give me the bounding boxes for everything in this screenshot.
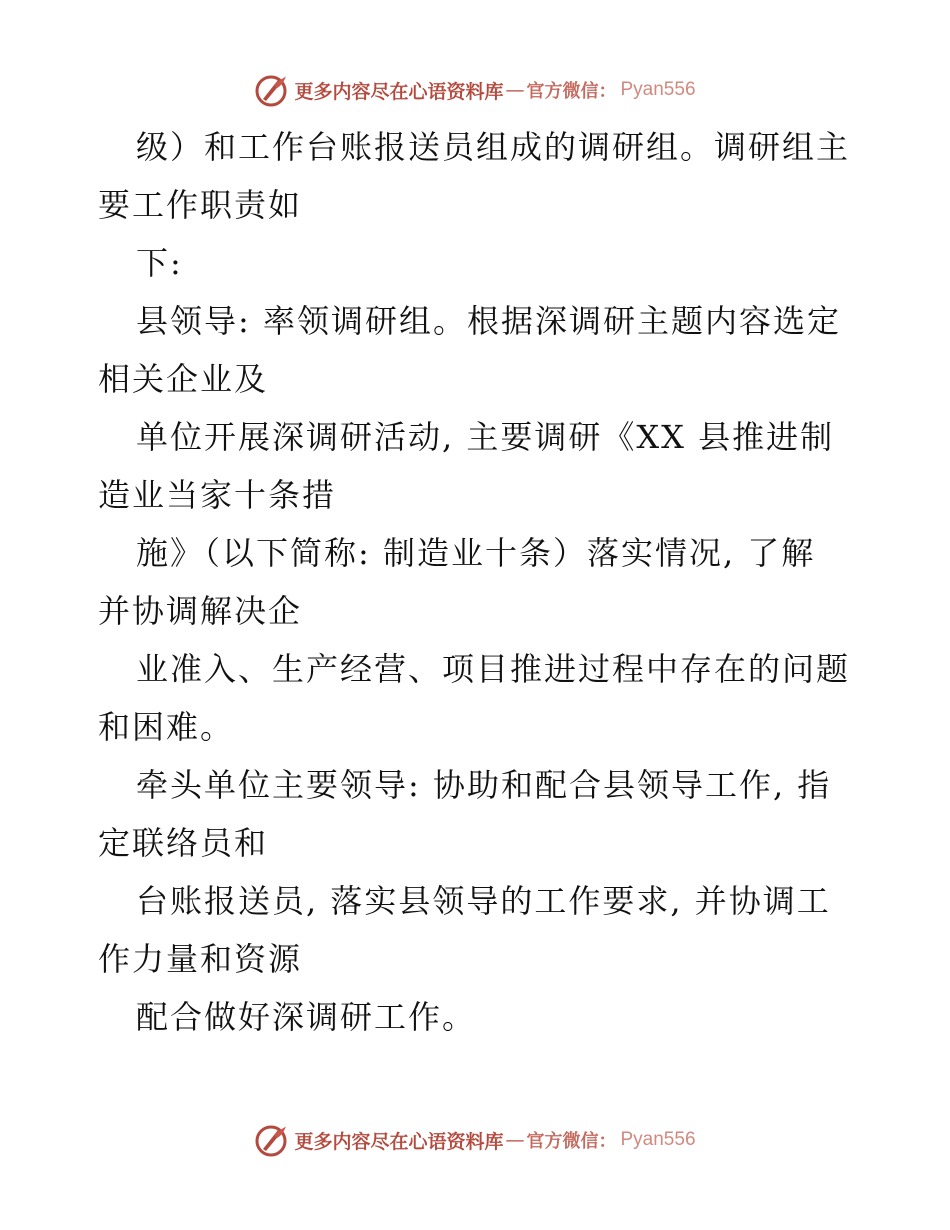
watermark-text: 更多内容尽在心语资料库: [294, 1130, 504, 1153]
watermark-official-label: 官方微信：: [526, 81, 617, 102]
text-line: 定联络员和: [98, 824, 269, 862]
text-line: 单位开展深调研活动, 主要调研《XX 县推进制: [136, 418, 835, 456]
text-line: 施》（以下简称: 制造业十条）落实情况, 了解: [136, 534, 816, 572]
quill-logo-icon: [254, 73, 288, 107]
watermark-text: 更多内容尽在心语资料库: [294, 80, 504, 103]
text-line: 级）和工作台账报送员组成的调研组。调研组主: [136, 128, 851, 166]
watermark-account: Pyan556: [620, 1129, 696, 1150]
text-line: 和困难。: [98, 708, 235, 746]
watermark-account: Pyan556: [620, 79, 696, 100]
watermark-separator: —: [505, 79, 525, 101]
watermark-official-label: 官方微信：: [526, 1131, 617, 1152]
text-line: 要工作职责如: [98, 186, 303, 224]
text-line: 业准入、生产经营、项目推进过程中存在的问题: [136, 650, 851, 688]
text-line: 并协调解决企: [98, 592, 303, 630]
footer-watermark: [0, 1120, 950, 1160]
text-line: 下:: [136, 244, 183, 282]
text-line: 配合做好深调研工作。: [136, 998, 477, 1036]
text-line: 相关企业及: [98, 360, 269, 398]
text-line: 作力量和资源: [98, 940, 303, 978]
document-body: [98, 118, 858, 1046]
text-line: 造业当家十条措: [98, 476, 337, 514]
header-watermark: [0, 70, 950, 110]
text-line: 县领导: 率领调研组。根据深调研主题内容选定: [136, 302, 841, 340]
watermark-separator: —: [505, 1129, 525, 1151]
text-line: 台账报送员, 落实县领导的工作要求, 并协调工: [136, 882, 831, 920]
text-line: 牵头单位主要领导: 协助和配合县领导工作, 指: [136, 766, 832, 804]
quill-logo-icon: [254, 1123, 288, 1157]
